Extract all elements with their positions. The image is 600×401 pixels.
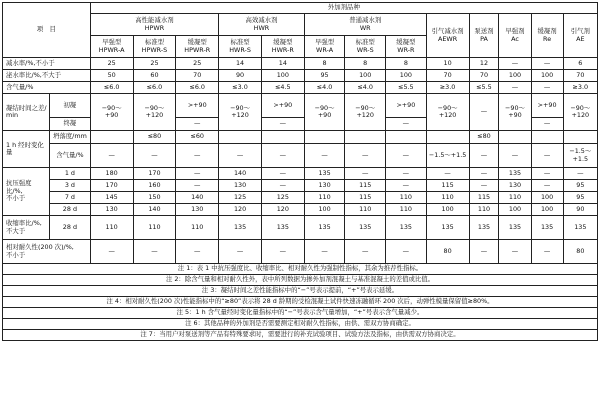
age-label: 3 d [50, 180, 91, 192]
cell: ≤6.0 [133, 82, 176, 94]
note-row [3, 297, 598, 308]
cell: 110 [469, 204, 499, 216]
admixture-performance-table [2, 2, 598, 341]
age-label: 7 d [50, 192, 91, 204]
cell: — [345, 144, 386, 168]
cell: 110 [345, 204, 386, 216]
cell: 110 [90, 216, 133, 240]
cell: ≤5.5 [386, 82, 427, 94]
cell: — [133, 240, 176, 264]
cell: >+90 [261, 94, 304, 118]
cell: 80 [563, 240, 597, 264]
cell: 135 [304, 168, 345, 180]
cell: ≤4.0 [345, 82, 386, 94]
cell: 110 [499, 192, 531, 204]
cell [531, 131, 563, 144]
item-header: 项 目 [3, 3, 91, 58]
cell: — [469, 240, 499, 264]
subtype-hpwr-r: 缓凝型 HPWR-R [176, 36, 219, 58]
cell: 125 [261, 192, 304, 204]
cell: −90～ +120 [426, 94, 469, 131]
row-bleeding [3, 70, 598, 82]
cell: 90 [219, 70, 262, 82]
type-ac: 早强剂 Ac [499, 14, 531, 58]
note-4: 注 4：相对耐久性(200 次)性能指标中的“≥80”表示将 28 d 龄期的受检混凝土试件快速冻融循环 200 次后，动弹性模量保留值≥80%。 [3, 297, 598, 308]
cell: 10 [426, 58, 469, 70]
row-1h-air [3, 144, 598, 168]
cell: — [469, 94, 499, 131]
cell: 14 [261, 58, 304, 70]
cell: — [469, 180, 499, 192]
cell: 100 [426, 204, 469, 216]
durability-label: 相对耐久性(200 次)/%, 不小于 [3, 240, 91, 264]
cell: 110 [176, 216, 219, 240]
cell: 95 [563, 192, 597, 204]
group-hpwr: 高性能减水剂 HPWR [90, 14, 218, 36]
note-2: 注 2：除含气量和相对耐久性外，表中所列数据为掺外加剂混凝土与基准混凝土的差值或比值。 [3, 275, 598, 286]
cell: −90～ +90 [90, 94, 133, 131]
cell: — [176, 144, 219, 168]
cell: 110 [386, 192, 427, 204]
subtype-hpwr-a: 早强型 HPWR-A [90, 36, 133, 58]
note-row [3, 330, 598, 341]
cell [386, 131, 427, 144]
cell: — [469, 168, 499, 180]
group-hwr: 高效减水剂 HWR [219, 14, 305, 36]
cell: — [531, 168, 563, 180]
cell: 125 [219, 192, 262, 204]
cell: 120 [261, 204, 304, 216]
cell: 135 [345, 216, 386, 240]
cell: 95 [563, 180, 597, 192]
cell: — [386, 168, 427, 180]
cell: 130 [90, 204, 133, 216]
cell: −90～ +120 [219, 94, 262, 131]
cell: ≤80 [469, 131, 499, 144]
cell: 140 [133, 204, 176, 216]
row-label: 减水率/%,不小于 [3, 58, 91, 70]
cell: — [499, 240, 531, 264]
cell: 100 [386, 70, 427, 82]
cell: ≤4.0 [304, 82, 345, 94]
cell: — [261, 144, 304, 168]
cell: 180 [90, 168, 133, 180]
cell: 135 [219, 216, 262, 240]
header-row-2 [3, 14, 598, 36]
one-hour-change-label: 1 h 经时变化量 [3, 131, 50, 168]
row-shrinkage [3, 216, 598, 240]
cell: −90～ +90 [304, 94, 345, 131]
note-row [3, 286, 598, 297]
cell: 130 [176, 204, 219, 216]
row-compressive-3d [3, 180, 598, 192]
cell: ≤6.0 [90, 82, 133, 94]
row-durability [3, 240, 598, 264]
group-wr: 普通减水剂 WR [304, 14, 426, 36]
subtype-hwr-s: 标准型 HWR-S [219, 36, 262, 58]
cell: 130 [499, 180, 531, 192]
cell: — [90, 144, 133, 168]
subtype-wr-s: 标准型 WR-S [345, 36, 386, 58]
cell: 150 [133, 192, 176, 204]
compressive-strength-label: 抗压强度 比/%, 不小于 [3, 168, 50, 216]
cell [90, 131, 133, 144]
cell: 100 [499, 204, 531, 216]
cell: ≥3.0 [563, 82, 597, 94]
row-setting-initial [3, 94, 598, 118]
note-5: 注 5：1 h 含气量经时变化量指标中的“−”号表示含气量增加，“+”号表示含气量减少。 [3, 308, 598, 319]
cell: 135 [261, 216, 304, 240]
cell: 115 [345, 192, 386, 204]
cell: 110 [133, 216, 176, 240]
cell: 100 [531, 70, 563, 82]
cell: ≥3.0 [426, 82, 469, 94]
cell: — [499, 58, 531, 70]
note-1: 注 1：表 1 中抗压强度比、收缩率比、相对耐久性为强制性指标，其余为推荐性指标。 [3, 264, 598, 275]
cell: 60 [133, 70, 176, 82]
cell: 135 [499, 216, 531, 240]
cell: — [219, 144, 262, 168]
cell: >+90 [531, 94, 563, 118]
cell: 50 [90, 70, 133, 82]
cell: 170 [133, 168, 176, 180]
cell: 70 [469, 70, 499, 82]
cell: 25 [90, 58, 133, 70]
row-label: 泌水率比/%,不大于 [3, 70, 91, 82]
cell: 135 [386, 216, 427, 240]
note-row [3, 264, 598, 275]
cell: 25 [133, 58, 176, 70]
cell: — [219, 240, 262, 264]
cell: — [386, 240, 427, 264]
cell: 70 [563, 70, 597, 82]
note-row [3, 319, 598, 330]
note-row [3, 308, 598, 319]
row-label: 含气量/% [3, 82, 91, 94]
cell: — [176, 240, 219, 264]
cell: 110 [426, 192, 469, 204]
cell: — [531, 180, 563, 192]
cell: 135 [499, 168, 531, 180]
cell: ≤4.5 [261, 82, 304, 94]
cell: ≤3.0 [219, 82, 262, 94]
cell: — [261, 240, 304, 264]
cell: 130 [219, 180, 262, 192]
cell [304, 131, 345, 144]
cell: 100 [531, 192, 563, 204]
cell: — [563, 168, 597, 180]
cell: — [345, 168, 386, 180]
cell: 6 [563, 58, 597, 70]
age-label: 28 d [50, 216, 91, 240]
cell [563, 131, 597, 144]
cell: 100 [499, 70, 531, 82]
type-re: 缓凝剂 Re [531, 14, 563, 58]
cell: >+90 [386, 94, 427, 118]
cell: −90～ +120 [345, 94, 386, 131]
cell: −1.5～+1.5 [563, 144, 597, 168]
cell: — [176, 180, 219, 192]
cell: — [261, 168, 304, 180]
cell: 110 [304, 192, 345, 204]
cell: 115 [469, 192, 499, 204]
cell: — [531, 240, 563, 264]
cell: — [386, 180, 427, 192]
cell: — [386, 118, 427, 131]
cell: 70 [176, 70, 219, 82]
cell: 130 [304, 180, 345, 192]
cell: −1.5～+1.5 [426, 144, 469, 168]
cell: 8 [304, 58, 345, 70]
cell: 115 [426, 180, 469, 192]
subtype-wr-a: 早强型 WR-A [304, 36, 345, 58]
cell: 135 [563, 216, 597, 240]
cell: — [531, 118, 563, 131]
cell: 100 [345, 70, 386, 82]
cell [426, 131, 469, 144]
cell: — [261, 180, 304, 192]
cell: ≤5.5 [469, 82, 499, 94]
cell: — [469, 144, 499, 168]
cell: 8 [386, 58, 427, 70]
cell [345, 131, 386, 144]
cell: 170 [90, 180, 133, 192]
cell: 14 [219, 58, 262, 70]
cell: 135 [426, 216, 469, 240]
slump-label: 坍落度/mm [50, 131, 91, 144]
cell: −90～ +120 [563, 94, 597, 131]
shrinkage-label: 收缩率比/%, 不大于 [3, 216, 50, 240]
cell: 135 [469, 216, 499, 240]
cell: — [176, 168, 219, 180]
subtype-hpwr-s: 标准型 HPWR-S [133, 36, 176, 58]
cell: ≤6.0 [176, 82, 219, 94]
cell: ≤80 [133, 131, 176, 144]
final-set-label: 终凝 [50, 118, 91, 131]
type-ae: 引气剂 AE [563, 14, 597, 58]
cell: 135 [304, 216, 345, 240]
cell: 100 [261, 70, 304, 82]
type-aewr: 引气减水剂 AEWR [426, 14, 469, 58]
row-1h-slump [3, 131, 598, 144]
cell: 8 [345, 58, 386, 70]
cell: −90～ +120 [133, 94, 176, 131]
cell: — [386, 144, 427, 168]
cell [219, 131, 262, 144]
air-content-label: 含气量/% [50, 144, 91, 168]
cell: 100 [531, 204, 563, 216]
cell: — [261, 118, 304, 131]
cell: — [499, 144, 531, 168]
cell: 80 [426, 240, 469, 264]
cell: 110 [386, 204, 427, 216]
header-row-1 [3, 3, 598, 14]
cell: 135 [531, 216, 563, 240]
cell: — [304, 240, 345, 264]
cell: 90 [563, 204, 597, 216]
cell: 120 [219, 204, 262, 216]
age-label: 1 d [50, 168, 91, 180]
subtype-wr-r: 缓凝型 WR-R [386, 36, 427, 58]
note-3: 注 3：凝结时间之差性能指标中的“−”号表示提前，“+”号表示延缓。 [3, 286, 598, 297]
row-air-content [3, 82, 598, 94]
cell: −90～ +90 [499, 94, 531, 131]
cell: 140 [176, 192, 219, 204]
cell: — [345, 240, 386, 264]
row-water-reduction [3, 58, 598, 70]
age-label: 28 d [50, 204, 91, 216]
cell [261, 131, 304, 144]
cell: 140 [219, 168, 262, 180]
cell: — [304, 144, 345, 168]
cell: 12 [469, 58, 499, 70]
cell: — [531, 144, 563, 168]
cell: 160 [133, 180, 176, 192]
cell: 115 [345, 180, 386, 192]
cell: — [531, 82, 563, 94]
cell: — [426, 168, 469, 180]
note-row [3, 275, 598, 286]
note-6: 注 6：其他品种的外加剂是否需要测定相对耐久性指标，由供、需双方协商确定。 [3, 319, 598, 330]
cell: 25 [176, 58, 219, 70]
cell: 70 [426, 70, 469, 82]
cell: 100 [304, 204, 345, 216]
type-pa: 泵送剂 PA [469, 14, 499, 58]
cell: ≤60 [176, 131, 219, 144]
admixture-type-title: 外加剂品种 [90, 3, 597, 14]
cell: — [499, 82, 531, 94]
subtype-hwr-r: 缓凝型 HWR-R [261, 36, 304, 58]
cell [499, 131, 531, 144]
initial-set-label: 初凝 [50, 94, 91, 118]
cell: >+90 [176, 94, 219, 118]
cell: — [90, 240, 133, 264]
cell: 145 [90, 192, 133, 204]
row-compressive-7d [3, 192, 598, 204]
row-compressive-1d [3, 168, 598, 180]
cell: — [176, 118, 219, 131]
row-compressive-28d [3, 204, 598, 216]
cell: 95 [304, 70, 345, 82]
cell: — [531, 58, 563, 70]
cell: — [133, 144, 176, 168]
note-7: 注 7：当用户对泵送剂等产品有特殊要求时，需要进行的补充试验项目、试验方法及指标，由供需双方协商决定。 [3, 330, 598, 341]
setting-time-label: 凝结时间之差/ min [3, 94, 50, 131]
